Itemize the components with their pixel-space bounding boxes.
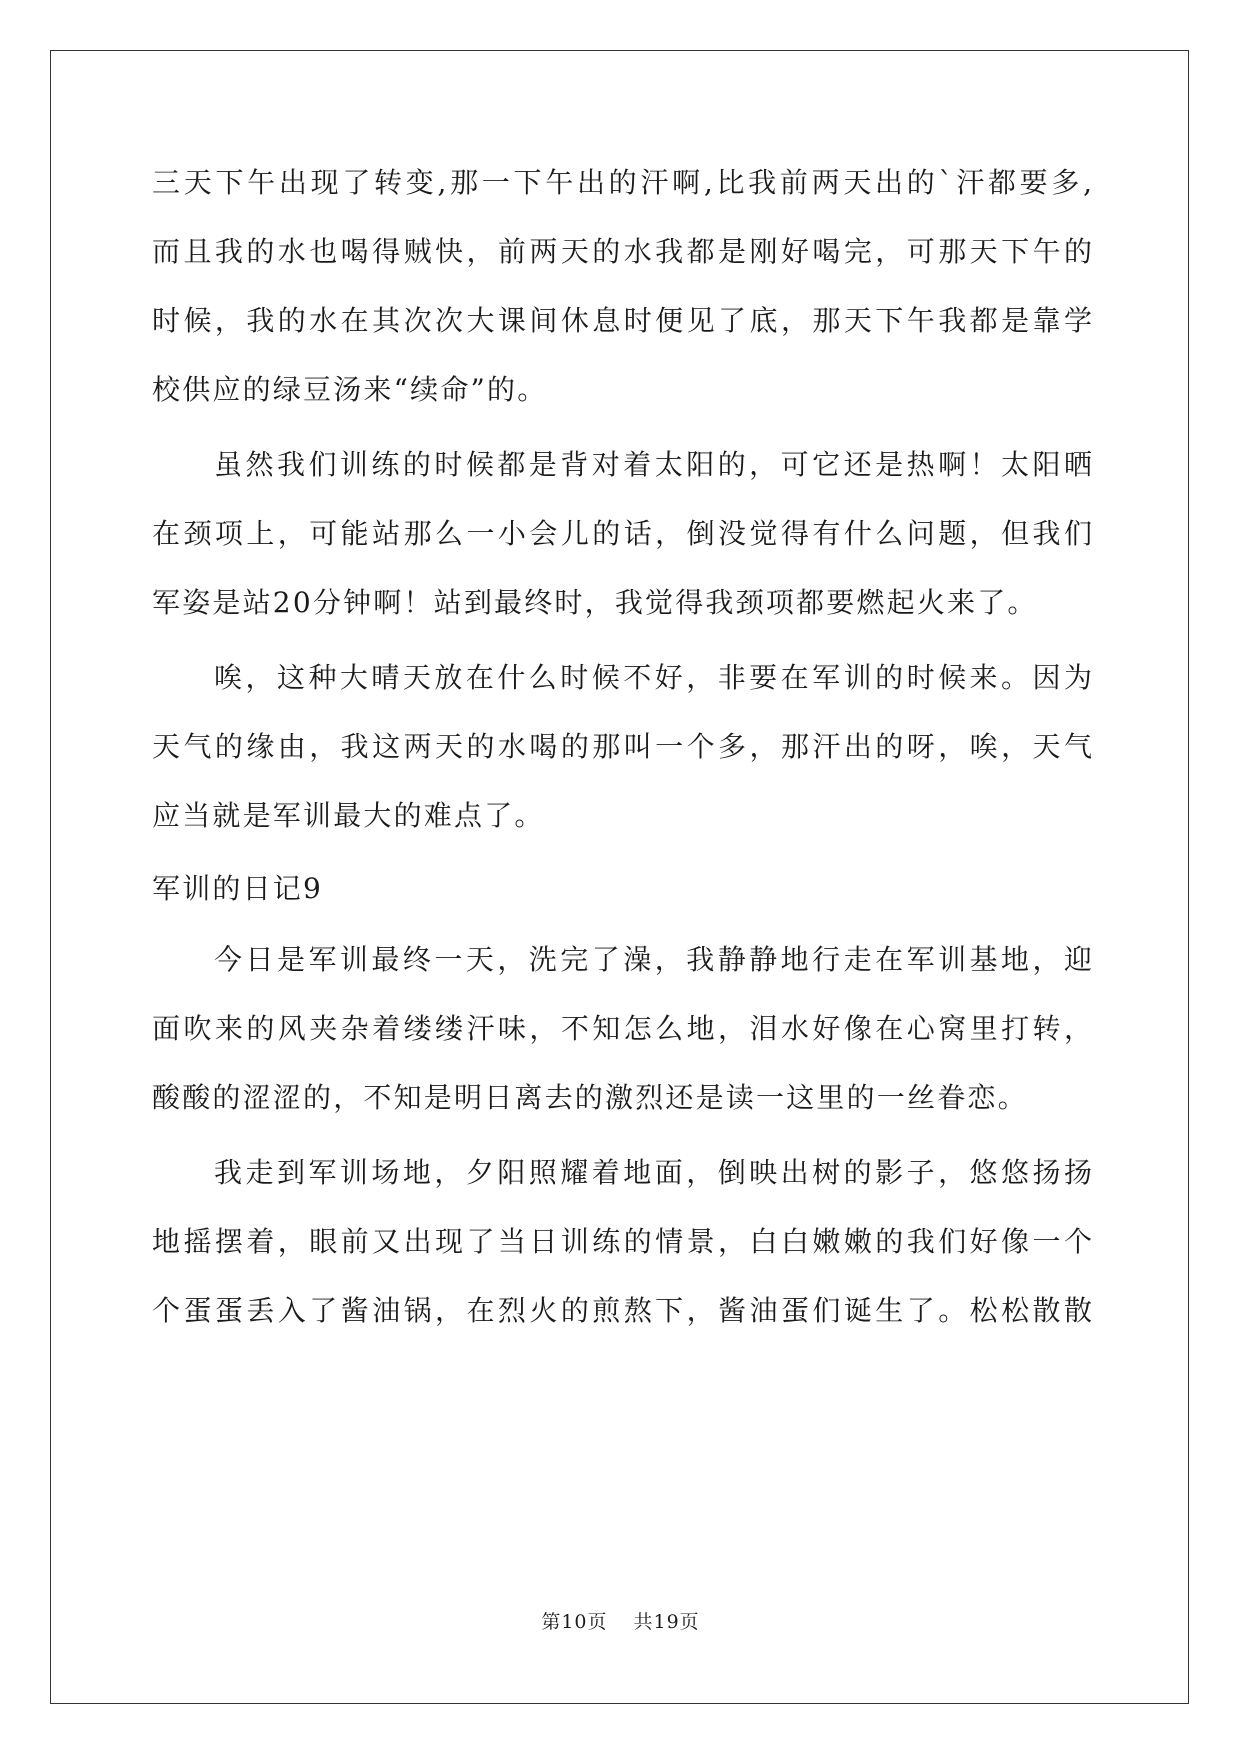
page-total: 共19页 — [633, 1611, 700, 1633]
text-line: 在颈项上，可能站那么一小会儿的话，倒没觉得有什么问题，但我们 — [152, 517, 1092, 550]
text-line: 个蛋蛋丢入了酱油锅，在烈火的煎熬下，酱油蛋们诞生了。松松散散 — [152, 1294, 1092, 1327]
text-line: 地摇摆着，眼前又出现了当日训练的情景，白白嫩嫩的我们好像一个 — [152, 1225, 1092, 1258]
page-footer — [0, 1607, 1241, 1634]
text-line: 军姿是站20分钟啊！站到最终时，我觉得我颈项都要燃起火来了。 — [152, 586, 1038, 619]
text-line: 时候，我的水在其次次大课间休息时便见了底，那天下午我都是靠学 — [152, 304, 1092, 337]
section-heading: 军训的日记9 — [152, 872, 324, 905]
paragraph-first-line: 唉，这种大晴天放在什么时候不好，非要在军训的时候来。因为 — [214, 661, 1092, 694]
text-line: 而且我的水也喝得贼快，前两天的水我都是刚好喝完，可那天下午的 — [152, 235, 1092, 268]
text-line: 天气的缘由，我这两天的水喝的那叫一个多，那汗出的呀，唉，天气 — [152, 730, 1092, 763]
page-number: 第10页 — [541, 1611, 608, 1633]
paragraph-first-line: 我走到军训场地，夕阳照耀着地面，倒映出树的影子，悠悠扬扬 — [214, 1156, 1092, 1189]
paragraph-first-line: 今日是军训最终一天，洗完了澡，我静静地行走在军训基地，迎 — [214, 943, 1092, 976]
text-line: 校供应的绿豆汤来“续命”的。 — [152, 373, 548, 406]
paragraph-first-line: 虽然我们训练的时候都是背对着太阳的，可它还是热啊！太阳晒 — [214, 448, 1092, 481]
text-line: 面吹来的风夹杂着缕缕汗味，不知怎么地，泪水好像在心窝里打转， — [152, 1012, 1092, 1045]
text-line: 酸酸的涩涩的，不知是明日离去的激烈还是读一这里的一丝眷恋。 — [152, 1081, 1028, 1114]
text-line: 三天下午出现了转变,那一下午出的汗啊,比我前两天出的`汗都要多, — [152, 166, 1092, 199]
text-line: 应当就是军训最大的难点了。 — [152, 799, 545, 832]
